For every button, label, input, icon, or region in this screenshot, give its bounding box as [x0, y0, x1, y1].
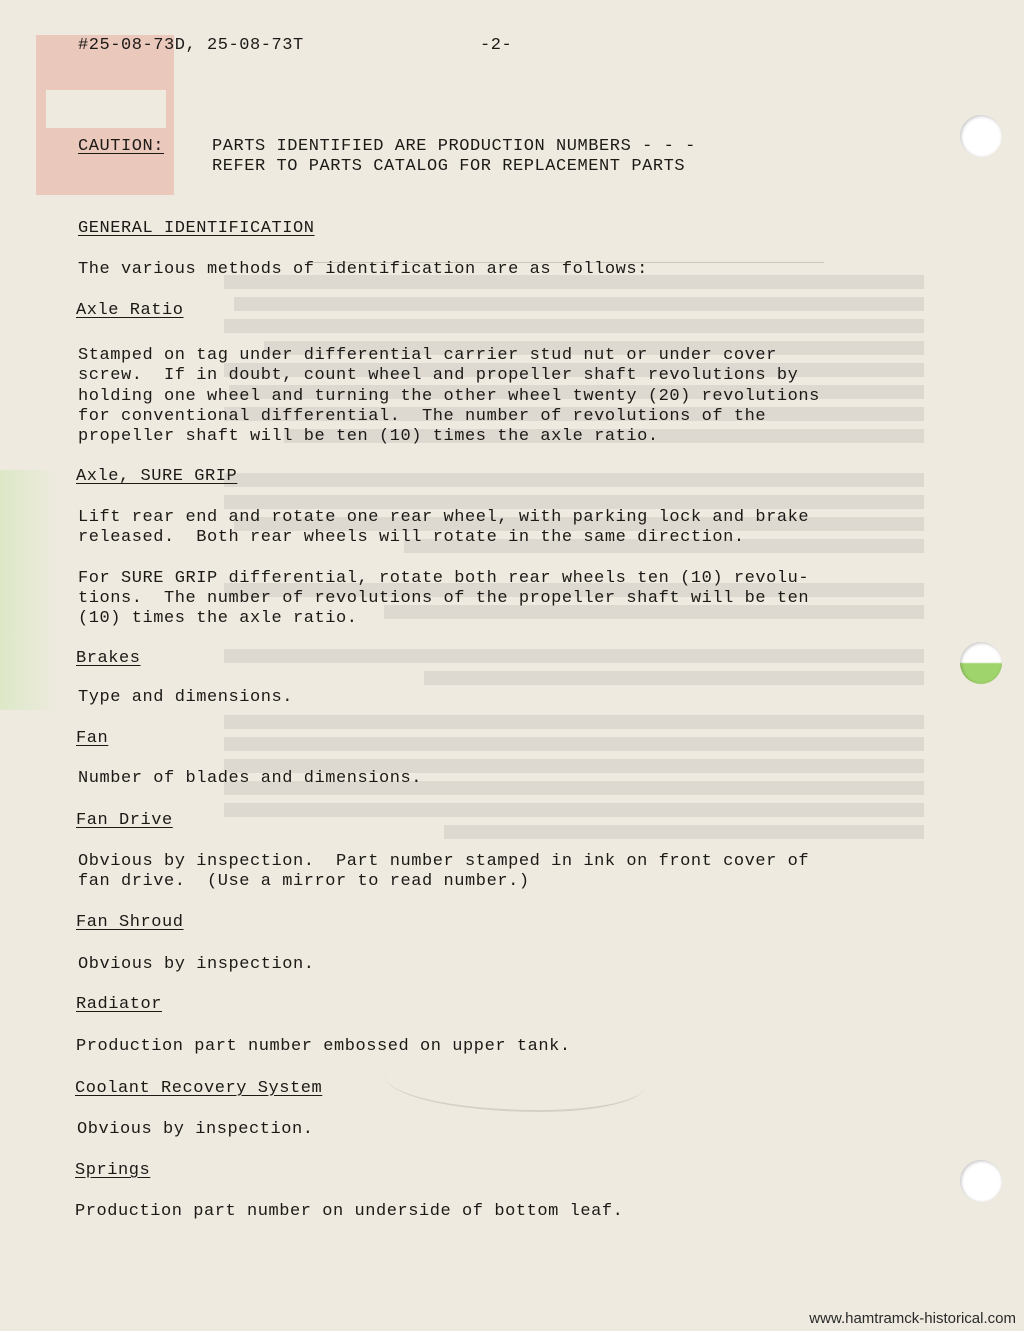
fan-drive-heading: Fan Drive	[76, 811, 173, 830]
sure-grip-heading: Axle, SURE GRIP	[76, 467, 238, 486]
brakes-heading: Brakes	[76, 649, 141, 668]
fan-drive-line: fan drive. (Use a mirror to read number.)	[78, 872, 530, 891]
fan-drive-line: Obvious by inspection. Part number stamped in ink on front cover of	[78, 852, 810, 871]
punch-hole-top	[960, 115, 1002, 157]
axle-ratio-line: for conventional differential. The number of revolutions of the	[78, 407, 767, 426]
sure-grip-line: For SURE GRIP differential, rotate both rear wheels ten (10) revolu-	[78, 569, 810, 588]
paper-stain	[0, 470, 60, 710]
fan-text: Number of blades and dimensions.	[78, 769, 423, 788]
sure-grip-line: tions. The number of revolutions of the propeller shaft will be ten	[78, 589, 810, 608]
springs-text: Production part number on underside of bottom leaf.	[75, 1202, 624, 1221]
ghost-signature	[384, 1050, 644, 1112]
page-number: -2-	[480, 36, 513, 55]
caution-line-1: PARTS IDENTIFIED ARE PRODUCTION NUMBERS - - -	[212, 137, 696, 156]
axle-ratio-line: Stamped on tag under differential carrier stud nut or under cover	[78, 346, 777, 365]
fan-shroud-heading: Fan Shroud	[76, 913, 184, 932]
punch-hole-bottom	[960, 1160, 1002, 1202]
caution-label: CAUTION:	[78, 137, 165, 156]
fan-shroud-text: Obvious by inspection.	[78, 955, 315, 974]
general-heading: GENERAL IDENTIFICATION	[78, 219, 315, 238]
axle-ratio-heading: Axle Ratio	[76, 301, 184, 320]
general-intro: The various methods of identification are as follows:	[78, 260, 648, 279]
site-watermark: www.hamtramck-historical.com	[809, 1310, 1016, 1327]
punch-hole-middle	[960, 642, 1002, 684]
coolant-text: Obvious by inspection.	[77, 1120, 314, 1139]
axle-ratio-line: holding one wheel and turning the other wheel twenty (20) revolutions	[78, 387, 820, 406]
axle-ratio-line: screw. If in doubt, count wheel and propeller shaft revolutions by	[78, 366, 799, 385]
sure-grip-line: (10) times the axle ratio.	[78, 609, 358, 628]
springs-heading: Springs	[75, 1161, 151, 1180]
radiator-heading: Radiator	[76, 995, 163, 1014]
brakes-text: Type and dimensions.	[78, 688, 294, 707]
sure-grip-line: Lift rear end and rotate one rear wheel, with parking lock and brake	[78, 508, 810, 527]
bulletin-numbers: #25-08-73D, 25-08-73T	[78, 36, 304, 55]
sure-grip-line: released. Both rear wheels will rotate in the same direction.	[78, 528, 745, 547]
ghost-logo-block	[36, 35, 174, 195]
axle-ratio-line: propeller shaft will be ten (10) times the axle ratio.	[78, 427, 659, 446]
caution-line-2: REFER TO PARTS CATALOG FOR REPLACEMENT PARTS	[212, 157, 686, 176]
fan-heading: Fan	[76, 729, 109, 748]
coolant-heading: Coolant Recovery System	[75, 1079, 323, 1098]
radiator-text: Production part number embossed on upper tank.	[76, 1037, 571, 1056]
